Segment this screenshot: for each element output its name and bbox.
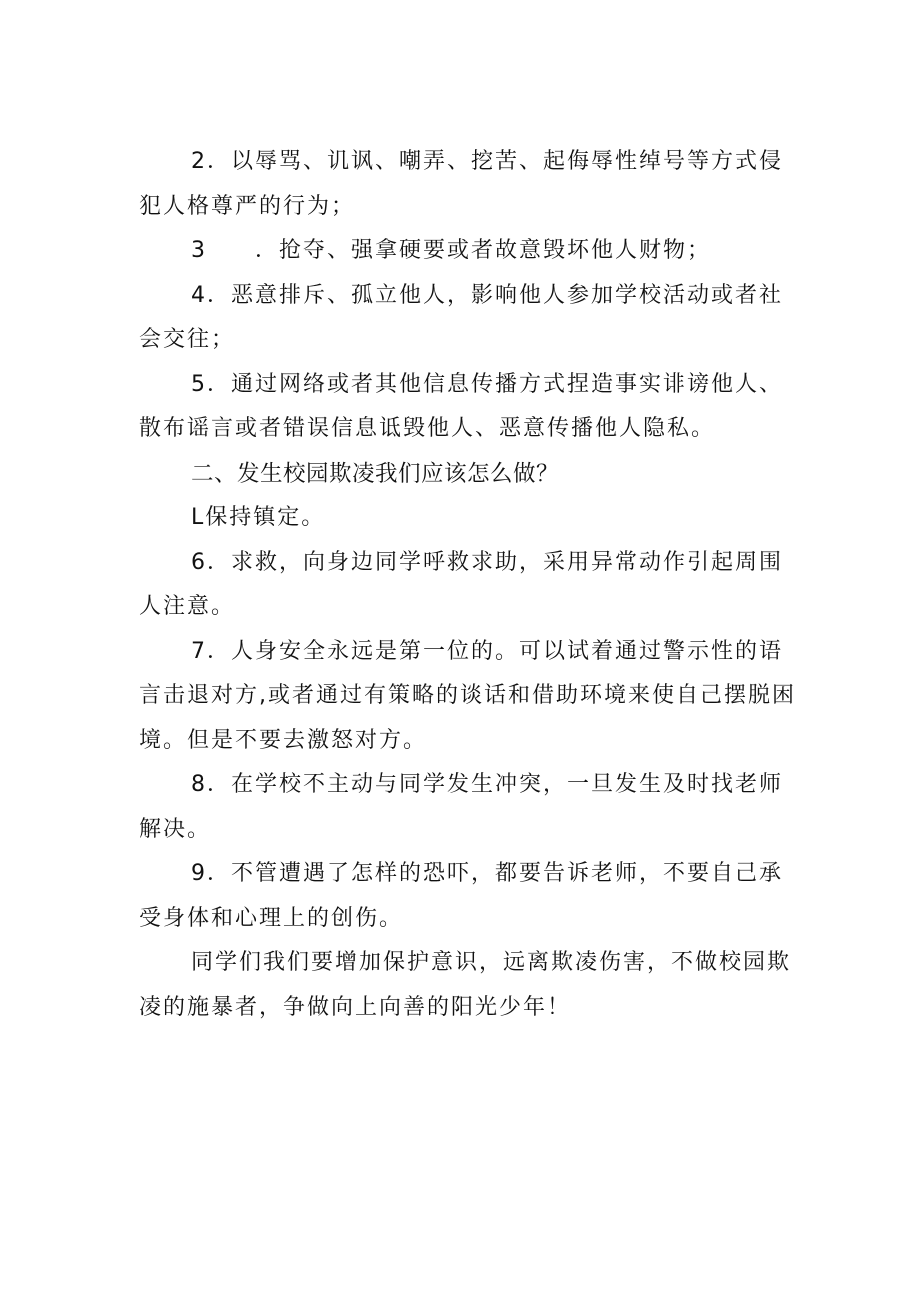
paragraph-item-5-online: 5．通过网络或者其他信息传播方式捏造事实诽谤他人、散布谣言或者错误信息诋毁他人、恶意传播他人隐私。 <box>139 371 783 441</box>
paragraph-item-4-exclusion: 4．恶意排斥、孤立他人，影响他人参加学校活动或者社会交往； <box>139 282 783 352</box>
paragraph-item-2-insult: 2．以辱骂、讥讽、嘲弄、挖苦、起侮辱性绰号等方式侵犯人格尊严的行为； <box>139 149 783 219</box>
paragraph-closing: 同学们我们要增加保护意识，远离欺凌伤害，不做校园欺凌的施暴者，争做向上向善的阳光少年！ <box>139 950 792 1020</box>
document-body <box>139 140 799 1030</box>
paragraph-item-3-robbery: 3 ．抢夺、强拿硬要或者故意毁坏他人财物； <box>191 238 711 263</box>
paragraph-item-6-call-help: 6．求救，向身边同学呼救求助，采用异常动作引起周围人注意。 <box>139 549 783 619</box>
paragraph-item-9-tell-teacher: 9．不管遭遇了怎样的恐吓，都要告诉老师，不要自己承受身体和心理上的创伤。 <box>139 861 783 931</box>
paragraph-item-8-avoid-conflict: 8．在学校不主动与同学发生冲突，一旦发生及时找老师解决。 <box>139 772 783 842</box>
section-heading: 二、发生校园欺凌我们应该怎么做？ <box>191 460 560 487</box>
paragraph-item-1-stay-calm: L保持镇定。 <box>191 505 326 530</box>
paragraph-item-7-safety-first: 7．人身安全永远是第一位的。可以试着通过警示性的语言击退对方,或者通过有策略的谈话和借助环境来使自己摆脱困境。但是不要去激怒对方。 <box>139 638 796 753</box>
